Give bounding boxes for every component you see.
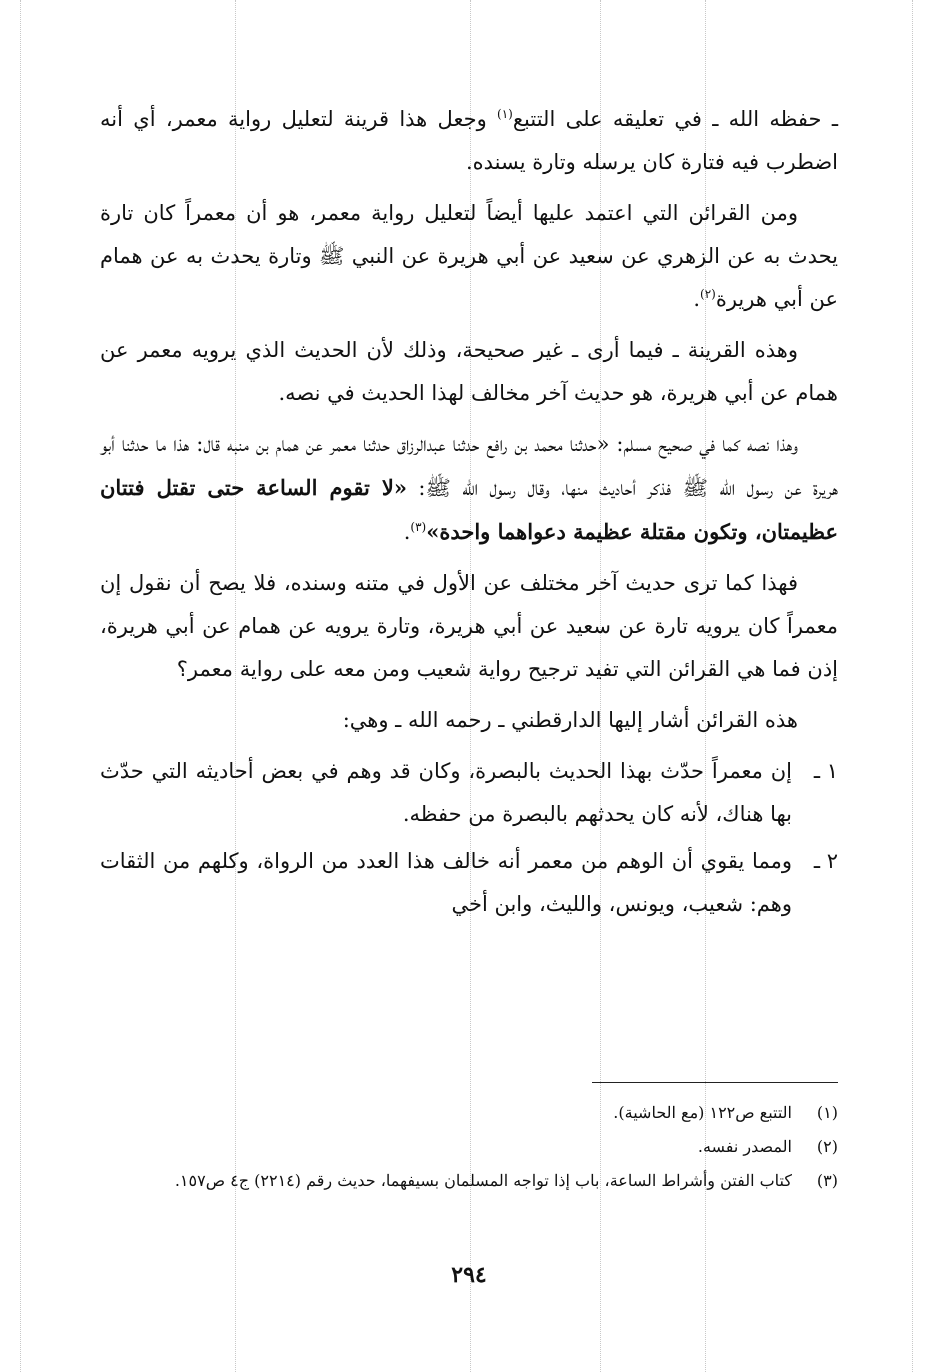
list-number: ١ ـ [813, 759, 838, 783]
footnote-text: المصدر نفسه. [697, 1137, 792, 1156]
paragraph-1: ـ حفظه الله ـ في تعليقه على التتبع$^{(١)}$ وجعل هذا قرينة لتعليل رواية معمر، أي أنه اضطرب فيه فتارة كان يرسله وتارة يسنده. [100, 107, 838, 174]
footnote [100, 1130, 838, 1164]
list-text: إن معمراً حدّث بهذا الحديث بالبصرة، وكان قد وهم في بعض أحاديثه التي حدّث بها هناك، لأنه كان يحدثهم بالبصرة من حفظه. [100, 759, 792, 826]
footnote [100, 1096, 838, 1130]
list-item [100, 840, 838, 926]
footnote-ref-2[interactable]: (٢) [700, 287, 716, 301]
main-text [100, 98, 838, 930]
page-number: ٢٩٤ [451, 1262, 487, 1288]
list-item [100, 750, 838, 836]
footnote-text: كتاب الفتن وأشراط الساعة، باب إذا تواجه المسلمان بسيفهما، حديث رقم (٢٢١٤) ج٤ ص١٥٧. [174, 1171, 792, 1190]
footnote-number: (٣) [816, 1171, 838, 1190]
paragraph-3: وهذه القرينة ـ فيما أرى ـ غير صحيحة، وذلك لأن الحديث الذي يرويه معمر عن همام عن أبي هريرة، هو حديث آخر مخالف لهذا الحديث في نصه. [100, 338, 838, 405]
footnote-divider [592, 1082, 838, 1083]
hadith-quote: «لا تقوم الساعة حتى تقتل فتتان عظيمتان، وتكون مقتلة عظيمة دعواهما واحدة» [100, 475, 838, 544]
paragraph-5: فهذا كما ترى حديث آخر مختلف عن الأول في متنه وسنده، فلا يصح أن نقول إن معمراً كان يرويه تارة عن سعيد عن أبي هريرة، وتارة يرويه عن همام عن أبي هريرة، إذن فما هي القرائن التي تفيد ترجيح رواية شعيب ومن معه على رواية معمر؟ [100, 571, 838, 681]
footnote-ref-3[interactable]: (٣) [410, 520, 427, 534]
list-text: ومما يقوي أن الوهم من معمر أنه خالف هذا العدد من الرواة، وكلهم من الثقات وهم: شعيب، ويونس، والليث، وابن أخي [100, 849, 792, 916]
scan-artifact-line [20, 0, 21, 1372]
paragraph-4: وهذا نصه كما في صحيح مسلم: «حدثنا محمد بن رافع حدثنا عبدالرزاق حدثنا معمر عن همام بن منبه قال: هذا ما حدثنا أبو هريرة عن رسول الله ﷺ فذكر أحاديث منها، وقال رسول الله ﷺ: «لا تقوم الساعة حتى تقتل فتتان عظيمتان، وتكون مقتلة عظيمة دعواهما واحدة»$^{(٣)}$. [100, 432, 838, 544]
footnotes [100, 1096, 838, 1198]
scan-artifact-line [912, 0, 913, 1372]
footnote [100, 1164, 838, 1198]
footnote-number: (٢) [816, 1137, 838, 1156]
paragraph-2: ومن القرائن التي اعتمد عليها أيضاً لتعليل رواية معمر، هو أن معمراً كان تارة يحدث به عن الزهري عن سعيد عن أبي هريرة عن النبي ﷺ وتارة يحدث به عن همام عن أبي هريرة$^{(٢)}$. [100, 201, 838, 311]
paragraph-6: هذه القرائن أشار إليها الدارقطني ـ رحمه الله ـ وهي: [342, 708, 798, 732]
footnote-ref-1[interactable]: (١) [497, 107, 513, 121]
footnote-text: التتبع ص١٢٢ (مع الحاشية). [613, 1103, 792, 1122]
list-number: ٢ ـ [813, 849, 838, 873]
footnote-number: (١) [816, 1103, 838, 1122]
